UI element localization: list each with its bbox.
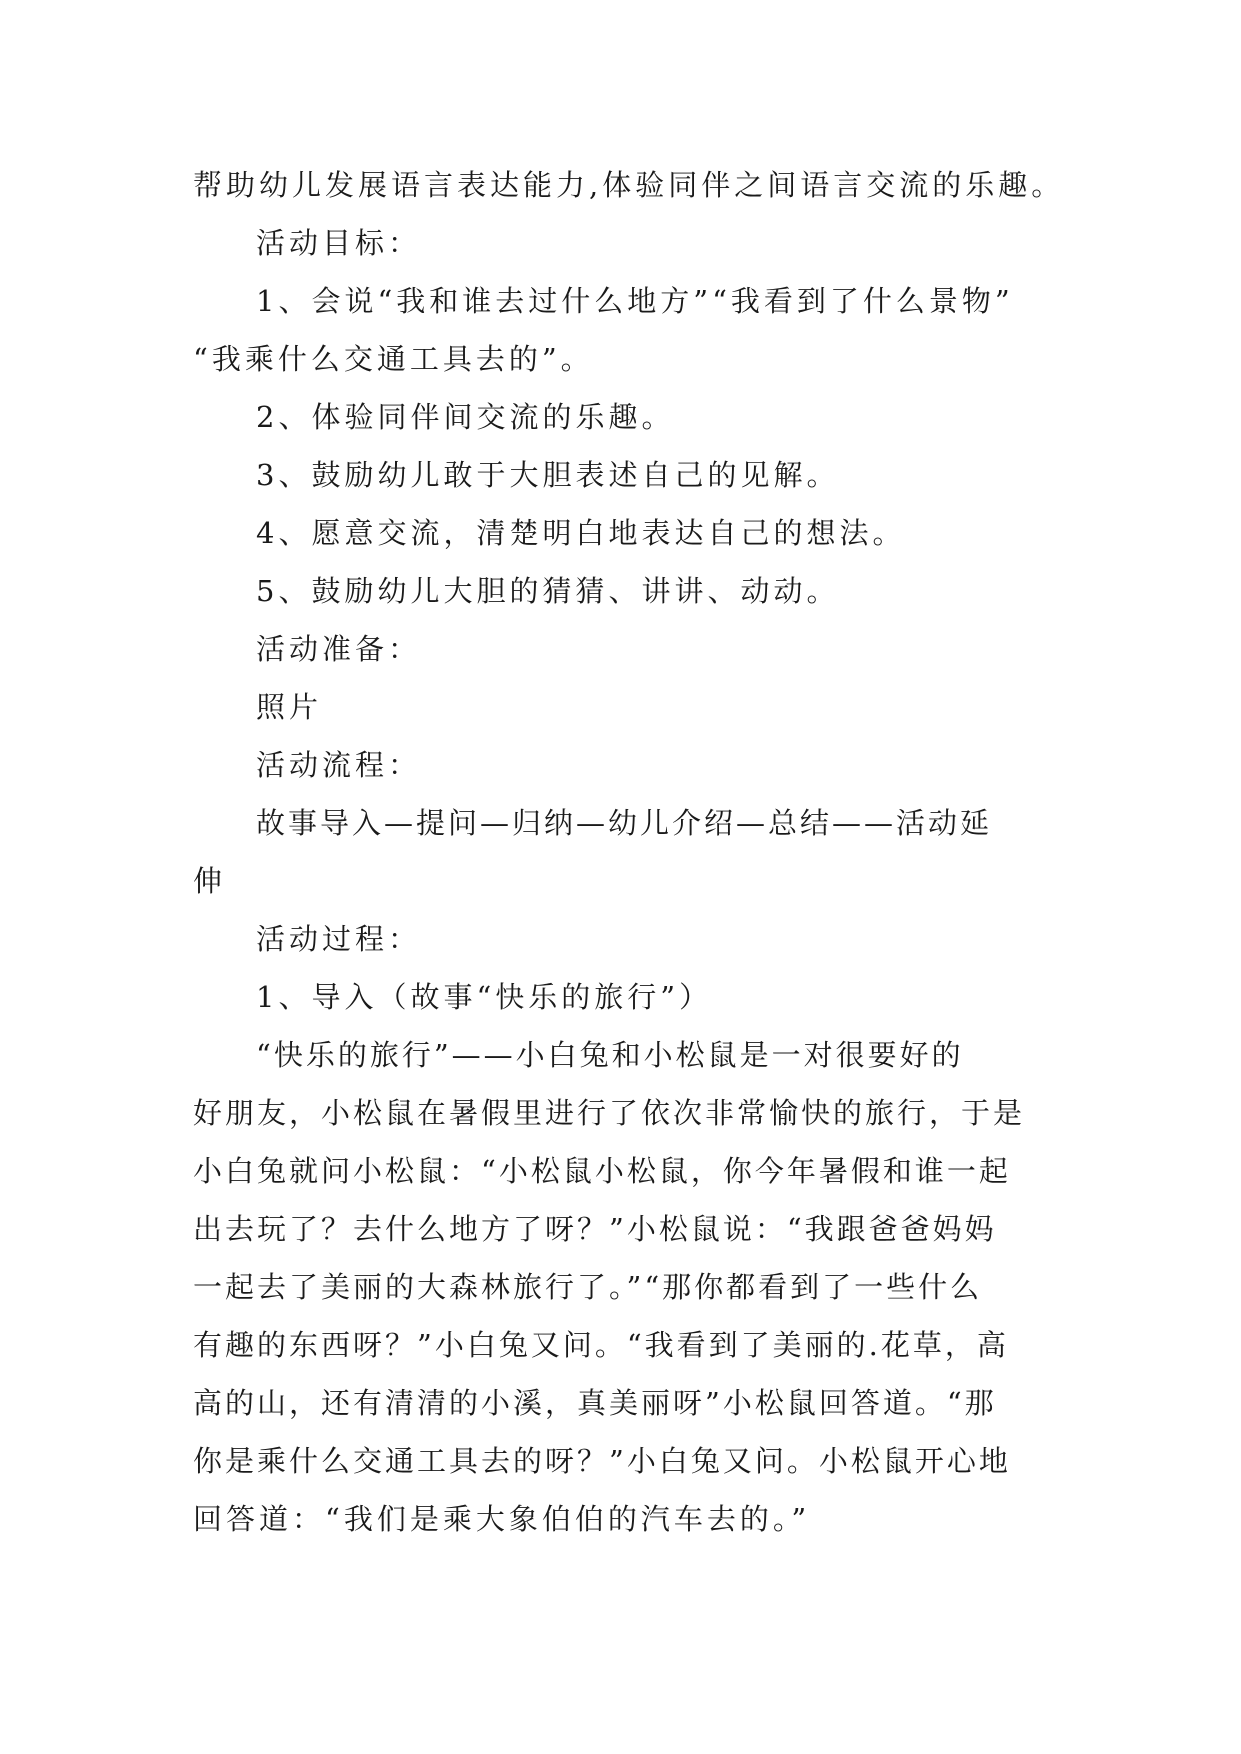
story-paragraph-line: 好朋友，小松鼠在暑假里进行了依次非常愉快的旅行，于是 (193, 1096, 1026, 1130)
paragraph-line: 帮助幼儿发展语言表达能力,体验同伴之间语言交流的乐趣。 (193, 168, 1065, 202)
story-paragraph-line: 回答道：“我们是乘大象伯伯的汽车去的。” (193, 1502, 811, 1536)
objective-item-3: 3、鼓励幼儿敢于大胆表述自己的见解。 (256, 458, 840, 492)
objective-item-2: 2、体验同伴间交流的乐趣。 (256, 400, 675, 434)
section-heading-objectives: 活动目标： (256, 226, 422, 260)
objective-item-4: 4、愿意交流，清楚明白地表达自己的想法。 (256, 516, 906, 550)
process-step-1: 1、导入（故事“快乐的旅行”） (256, 980, 713, 1014)
flow-description: 故事导入—提问—归纳—幼儿介绍—总结——活动延 (256, 806, 993, 840)
story-paragraph-line: 有趣的东西呀？”小白兔又问。“我看到了美丽的.花草，高 (193, 1328, 1009, 1362)
story-paragraph-line: 你是乘什么交通工具去的呀？”小白兔又问。小松鼠开心地 (193, 1444, 1011, 1478)
section-heading-preparation: 活动准备： (256, 632, 422, 666)
story-paragraph-line: 一起去了美丽的大森林旅行了。”“那你都看到了一些什么 (193, 1270, 983, 1304)
objective-item-1: 1、会说“我和谁去过什么地方”“我看到了什么景物” (256, 284, 1014, 318)
story-paragraph-line: 高的山，还有清清的小溪，真美丽呀”小松鼠回答道。“那 (193, 1386, 997, 1420)
objective-item-1-continued: “我乘什么交通工具去的”。 (193, 342, 594, 376)
section-heading-flow: 活动流程： (256, 748, 422, 782)
story-paragraph-line: 小白兔就问小松鼠：“小松鼠小松鼠，你今年暑假和谁一起 (193, 1154, 1011, 1188)
section-heading-process: 活动过程： (256, 922, 422, 956)
objective-item-5: 5、鼓励幼儿大胆的猜猜、讲讲、动动。 (256, 574, 840, 608)
preparation-item: 照片 (256, 690, 323, 724)
story-paragraph-line: 出去玩了？去什么地方了呀？”小松鼠说：“我跟爸爸妈妈 (193, 1212, 997, 1246)
flow-description-continued: 伸 (193, 864, 227, 898)
story-paragraph-line: “快乐的旅行”——小白兔和小松鼠是一对很要好的 (256, 1038, 964, 1072)
document-body (193, 156, 1093, 1548)
